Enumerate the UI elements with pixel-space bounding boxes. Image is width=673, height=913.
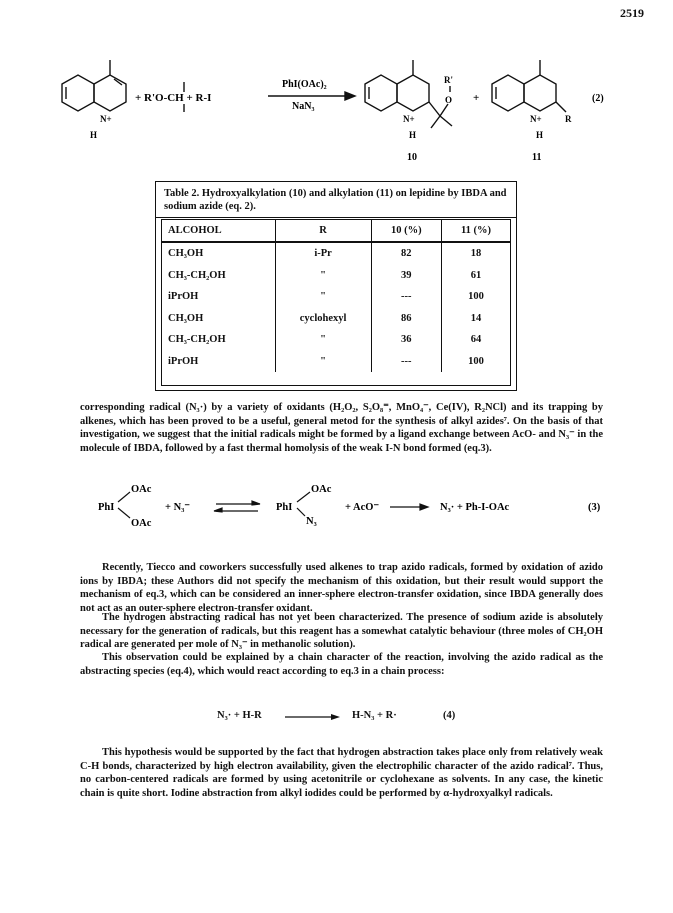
paragraph-2: Recently, Tiecco and coworkers successfully used alkenes to trap azido radicals, formed by oxidation of azido ions by IBDA; these Authors did not specify the mechanism of this oxidation, but their result would support the mechanism of eq.3, which can be considered an inner-sphere electron-transfer oxidation, since IBDA generally does not act as an outer-sphere electron-transfer oxidant. (80, 562, 603, 614)
col-header-r: R (275, 220, 371, 242)
table-row (162, 329, 510, 351)
cell-10: 86 (371, 308, 441, 330)
table-caption-label: Table 2. (164, 188, 200, 199)
reaction-scheme-2 (0, 40, 673, 180)
eq3-phi-mid: PhI (276, 502, 293, 513)
cell-alcohol: CH₃OH (168, 248, 204, 260)
cell-r: " (275, 286, 371, 308)
table-row (162, 286, 510, 308)
n-plus-label-left: N+ (100, 114, 112, 124)
cell-11: 14 (441, 308, 510, 330)
cell-10: 36 (371, 329, 441, 351)
cell-r: i-Pr (275, 242, 371, 265)
n-plus-label-10: N+ (403, 114, 415, 124)
cell-alcohol: CH₃-CH₂OH (168, 269, 226, 281)
h-label-left: H (90, 130, 98, 140)
compound-label-10: 10 (407, 152, 417, 163)
eq3-plus-n3: + N₃⁻ (165, 502, 190, 513)
paragraph-3: The hydrogen abstracting radical has not yet been characterized. The presence of sodium azide is absolutely necessary for the generation of radicals, but this reagent has a somewhat catalytic behaviour (three moles of CH₂OH radical are generated per mole of N₃⁻ in methanolic solution). (80, 612, 603, 650)
cell-alcohol: CH₃OH (168, 312, 204, 324)
table-row (162, 265, 510, 287)
col-header-alcohol: ALCOHOL (162, 220, 275, 242)
cell-11: 64 (441, 329, 510, 351)
eq3-oac-bottom: OAc (131, 518, 152, 529)
cell-alcohol: iPrOH (168, 355, 199, 367)
arrow-bottom-reagent: NaN₃ (292, 101, 315, 112)
eq4-number: (4) (443, 710, 456, 721)
eq3-number: (3) (588, 502, 601, 513)
cell-alcohol: iPrOH (168, 291, 199, 303)
cell-11: 100 (441, 351, 510, 373)
table-grid (161, 219, 511, 386)
col-header-11: 11 (%) (441, 220, 510, 242)
eq4-right: H-N₃ + R· (352, 710, 397, 721)
h-label-10: H (409, 130, 417, 140)
n-plus-label-11: N+ (530, 114, 542, 124)
paragraph-1: corresponding radical (N₃·) by a variety of oxidants (H₂O₂, S₂O₈⁼, MnO₄⁻, Ce(IV), R₂NCl) and its trapping by alkenes, which has been proved to be a useful, general metod for the synthesis of alkyl azides⁷. On the basis of that investigation, we suggest that the initial radicals might be formed by a ligand exchange between AcO- and N₃⁻ in the molecule of IBDA, followed by a fast thermal homolysis of the weak I-N bond formed (eq.3). (80, 402, 603, 454)
cell-10: 39 (371, 265, 441, 287)
eq3-phi-left: PhI (98, 502, 115, 513)
paragraph-4: This observation could be explained by a chain character of the reaction, involving the azido radical as the abstracting species (eq.4), which would react according to eq.3 in a chain process: (80, 652, 603, 677)
o-label: O (445, 95, 453, 105)
paragraph-5: This hypothesis would be supported by the fact that hydrogen abstraction takes place only from relatively weak C-H bonds, characterized by high electron availability, given the electrophilic character of the azido radical⁷. Thus, no carbon-centered radicals are formed by using acetonitrile or cyclohexane as solvents. In any case, the kinetic chain is quite short. Iodine abstraction from alkyl iodides could be performed by α-hydroxyalkyl radicals. (80, 747, 603, 799)
table-2 (155, 181, 517, 391)
reagents-text: + R'O-CH + R-I (135, 92, 212, 104)
cell-r: " (275, 351, 371, 373)
cell-10: --- (371, 286, 441, 308)
equation-number-2: (2) (592, 93, 604, 104)
compound-label-11: 11 (532, 152, 542, 163)
eq4-left: N₃· + H-R (217, 710, 262, 721)
page-number: 2519 (620, 6, 644, 20)
cell-11: 18 (441, 242, 510, 265)
plus-sign: + (473, 92, 480, 104)
cell-r: " (275, 329, 371, 351)
cell-r: cyclohexyl (275, 308, 371, 330)
cell-11: 100 (441, 286, 510, 308)
table-row (162, 308, 510, 330)
col-header-10: 10 (%) (371, 220, 441, 242)
eq3-oac-top: OAc (131, 484, 152, 495)
cell-alcohol: CH₃-CH₂OH (168, 334, 226, 346)
cell-r: " (275, 265, 371, 287)
r-label: R (565, 114, 572, 124)
cell-10: 82 (371, 242, 441, 265)
table-row (162, 242, 510, 265)
h-label-11: H (536, 130, 544, 140)
table-caption-text: Hydroxyalkylation (10) and alkylation (11) on lepidine by IBDA and sodium azide (eq. 2). (164, 188, 507, 212)
r-prime-label: R' (444, 75, 453, 85)
table-row (162, 351, 510, 373)
eq3-oac-mid: OAc (311, 484, 332, 495)
eq3-products: N₃· + Ph-I-OAc (440, 502, 510, 513)
cell-11: 61 (441, 265, 510, 287)
cell-10: --- (371, 351, 441, 373)
table-caption (156, 182, 516, 218)
table-header-row (162, 220, 510, 242)
arrow-top-reagent: PhI(OAc)₂ (282, 79, 327, 90)
eq3-plus-aco: + AcO⁻ (345, 502, 379, 513)
eq3-n3-mid: N₃ (306, 516, 317, 527)
